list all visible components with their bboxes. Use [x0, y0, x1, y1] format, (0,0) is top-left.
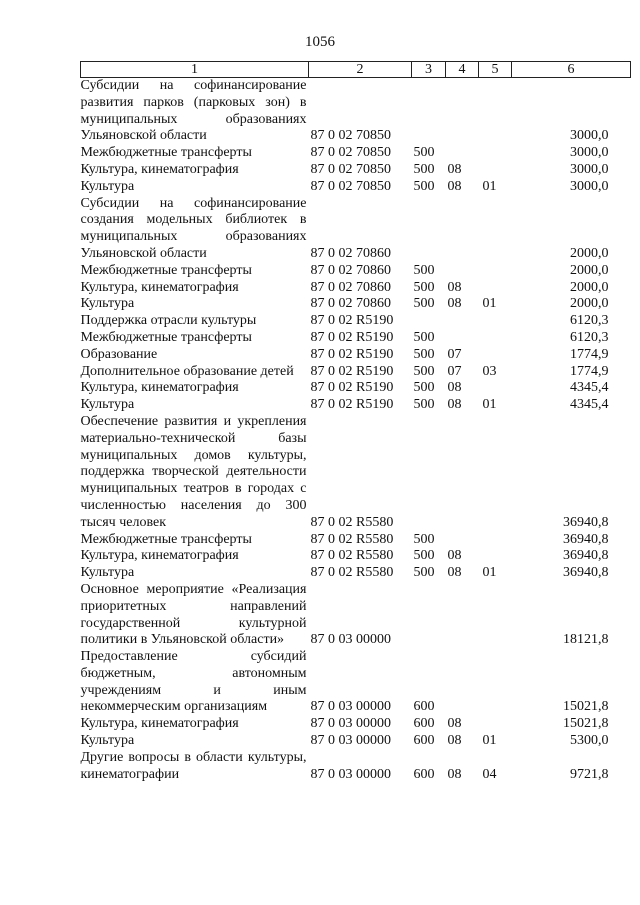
cell-code: 87 0 02 R5190	[310, 329, 394, 345]
cell-rz	[446, 414, 479, 532]
table-row	[81, 716, 631, 733]
cell-vr: 500	[413, 363, 435, 379]
cell-vr	[412, 196, 446, 263]
cell-name: Межбюджетные трансферты	[80, 145, 252, 161]
cell-sum: 36940,8	[563, 531, 609, 547]
cell-sum: 6120,3	[570, 329, 609, 345]
cell-rz: 08	[447, 733, 462, 749]
cell-pr: 01	[482, 565, 497, 581]
cell-vr: 500	[413, 161, 435, 177]
table-row	[81, 313, 631, 330]
cell-sum: 36940,8	[563, 514, 609, 530]
cell-code: 87 0 02 R5190	[310, 397, 394, 413]
cell-vr	[412, 414, 446, 532]
cell-sum: 3000,0	[570, 161, 609, 177]
cell-rz	[446, 196, 479, 263]
cell-name: Обеспечение развития и укрепления материально-технической базы муниципальных домов культуры, поддержка творческой деятельности муниципальных театров в городах с численностью населения до 300 тысяч человек	[80, 413, 307, 530]
cell-code: 87 0 02 R5580	[310, 548, 394, 564]
cell-code: 87 0 03 00000	[310, 733, 391, 749]
cell-pr: 04	[482, 766, 497, 782]
cell-rz: 08	[447, 565, 462, 581]
cell-vr: 500	[413, 380, 435, 396]
cell-rz: 08	[447, 178, 462, 194]
cell-code: 87 0 02 70850	[310, 145, 391, 161]
cell-name: Культура, кинематография	[80, 279, 239, 295]
cell-name: Культура, кинематография	[80, 161, 239, 177]
cell-name: Межбюджетные трансферты	[80, 262, 252, 278]
cell-vr: 500	[413, 397, 435, 413]
cell-pr	[479, 196, 512, 263]
cell-pr	[479, 649, 512, 716]
cell-sum: 4345,4	[570, 380, 609, 396]
cell-rz	[446, 145, 479, 162]
header-col-2: 2	[309, 62, 412, 78]
table-row	[81, 582, 631, 649]
cell-name: Другие вопросы в области культуры, кинематографии	[80, 749, 307, 782]
cell-code: 87 0 03 00000	[310, 766, 391, 782]
cell-rz: 08	[447, 279, 462, 295]
cell-vr: 500	[413, 296, 435, 312]
cell-code: 87 0 02 R5190	[310, 380, 394, 396]
cell-rz	[446, 582, 479, 649]
cell-rz: 08	[447, 716, 462, 732]
cell-name: Культура, кинематография	[80, 716, 239, 732]
cell-rz: 08	[447, 766, 462, 782]
cell-sum: 15021,8	[563, 716, 609, 732]
cell-sum: 2000,0	[570, 262, 609, 278]
cell-vr: 500	[413, 262, 435, 278]
cell-pr: 03	[482, 363, 497, 379]
cell-name: Межбюджетные трансферты	[80, 531, 252, 547]
cell-sum: 2000,0	[570, 245, 609, 261]
cell-vr: 500	[413, 329, 435, 345]
table-row	[81, 532, 631, 549]
cell-vr: 500	[413, 565, 435, 581]
cell-rz	[446, 313, 479, 330]
table-row	[81, 750, 631, 784]
cell-sum: 15021,8	[563, 699, 609, 715]
cell-rz	[446, 532, 479, 549]
cell-rz: 08	[447, 161, 462, 177]
cell-name: Культура	[80, 178, 135, 194]
cell-sum: 6120,3	[570, 313, 609, 329]
cell-sum: 1774,9	[570, 346, 609, 362]
cell-sum: 18121,8	[563, 632, 609, 648]
cell-rz: 08	[447, 296, 462, 312]
table-row	[81, 649, 631, 716]
cell-pr: 01	[482, 397, 497, 413]
cell-sum: 9721,8	[570, 766, 609, 782]
cell-sum: 3000,0	[570, 178, 609, 194]
cell-vr: 600	[413, 699, 435, 715]
cell-name: Культура	[80, 733, 135, 749]
cell-name: Основное мероприятие «Реализация приоритетных направлений государственной культурной политики в Ульяновской области»	[80, 581, 307, 648]
cell-vr	[412, 313, 446, 330]
header-col-4: 4	[446, 62, 479, 78]
table-row	[81, 380, 631, 397]
cell-code: 87 0 02 70850	[310, 128, 391, 144]
cell-pr	[479, 414, 512, 532]
cell-vr: 500	[413, 279, 435, 295]
cell-code: 87 0 02 R5580	[310, 531, 394, 547]
budget-table	[80, 61, 631, 783]
page-number: 1056	[305, 34, 335, 50]
table-row	[81, 145, 631, 162]
header-col-1: 1	[81, 62, 309, 78]
cell-code: 87 0 02 R5580	[310, 514, 394, 530]
cell-pr	[479, 78, 512, 146]
table-row	[81, 162, 631, 179]
table-row	[81, 548, 631, 565]
table-row	[81, 330, 631, 347]
cell-pr	[479, 347, 512, 364]
cell-rz	[446, 78, 479, 146]
cell-sum: 3000,0	[570, 128, 609, 144]
table-row	[81, 364, 631, 381]
table-row	[81, 296, 631, 313]
cell-vr: 500	[413, 178, 435, 194]
table-row	[81, 733, 631, 750]
cell-sum: 36940,8	[563, 548, 609, 564]
cell-pr: 01	[482, 296, 497, 312]
cell-pr	[479, 548, 512, 565]
table-row	[81, 280, 631, 297]
cell-code: 87 0 02 R5190	[310, 313, 394, 329]
table-row	[81, 397, 631, 414]
cell-code: 87 0 02 70850	[310, 178, 391, 194]
cell-name: Поддержка отрасли культуры	[80, 313, 257, 329]
cell-vr	[412, 582, 446, 649]
cell-code: 87 0 02 70860	[310, 262, 391, 278]
cell-pr	[479, 582, 512, 649]
header-row	[81, 62, 631, 78]
cell-name: Субсидии на софинансирование развития парков (парковых зон) в муниципальных образованиях Ульяновской области	[80, 78, 307, 144]
cell-pr	[479, 263, 512, 280]
cell-pr	[479, 380, 512, 397]
table-row	[81, 196, 631, 263]
cell-rz: 07	[447, 363, 462, 379]
cell-name: Культура	[80, 296, 135, 312]
table-row	[81, 565, 631, 582]
cell-name: Культура, кинематография	[80, 548, 239, 564]
cell-name: Культура	[80, 397, 135, 413]
cell-vr: 500	[413, 145, 435, 161]
cell-pr	[479, 162, 512, 179]
cell-rz	[446, 263, 479, 280]
cell-rz	[446, 649, 479, 716]
cell-code: 87 0 03 00000	[310, 699, 391, 715]
cell-sum: 1774,9	[570, 363, 609, 379]
cell-pr	[479, 145, 512, 162]
cell-name: Субсидии на софинансирование создания модельных библиотек в муниципальных образованиях Ульяновской области	[80, 195, 307, 261]
cell-code: 87 0 02 R5580	[310, 565, 394, 581]
cell-rz: 08	[447, 380, 462, 396]
cell-vr: 600	[413, 716, 435, 732]
cell-name: Образование	[80, 346, 158, 362]
cell-name: Дополнительное образование детей	[80, 363, 294, 379]
cell-rz: 08	[447, 397, 462, 413]
cell-vr: 500	[413, 346, 435, 362]
table-row	[81, 263, 631, 280]
cell-name: Культура	[80, 565, 135, 581]
cell-sum: 36940,8	[563, 565, 609, 581]
cell-code: 87 0 02 R5190	[310, 346, 394, 362]
cell-code: 87 0 02 70860	[310, 245, 391, 261]
header-col-3: 3	[412, 62, 446, 78]
table-row	[81, 179, 631, 196]
cell-vr: 600	[413, 766, 435, 782]
cell-pr	[479, 330, 512, 347]
cell-rz: 07	[447, 346, 462, 362]
cell-code: 87 0 02 R5190	[310, 363, 394, 379]
cell-pr	[479, 532, 512, 549]
cell-pr	[479, 313, 512, 330]
cell-sum: 4345,4	[570, 397, 609, 413]
cell-sum: 3000,0	[570, 145, 609, 161]
cell-sum: 2000,0	[570, 296, 609, 312]
header-col-5: 5	[479, 62, 512, 78]
cell-code: 87 0 02 70860	[310, 296, 391, 312]
cell-code: 87 0 02 70850	[310, 161, 391, 177]
cell-vr	[412, 78, 446, 146]
cell-name: Предоставление субсидий бюджетным, автономным учреждениям и иным некоммерческим организациям	[80, 649, 307, 715]
cell-code: 87 0 02 70860	[310, 279, 391, 295]
cell-rz: 08	[447, 548, 462, 564]
cell-sum: 5300,0	[570, 733, 609, 749]
cell-vr: 500	[413, 548, 435, 564]
cell-pr	[479, 280, 512, 297]
cell-pr: 01	[482, 178, 497, 194]
table-row	[81, 78, 631, 146]
cell-pr: 01	[482, 733, 497, 749]
table-row	[81, 414, 631, 532]
cell-rz	[446, 330, 479, 347]
table-row	[81, 347, 631, 364]
cell-vr: 600	[413, 733, 435, 749]
cell-vr: 500	[413, 531, 435, 547]
cell-sum: 2000,0	[570, 279, 609, 295]
cell-code: 87 0 03 00000	[310, 716, 391, 732]
cell-name: Культура, кинематография	[80, 380, 239, 396]
cell-name: Межбюджетные трансферты	[80, 329, 252, 345]
header-col-6: 6	[512, 62, 631, 78]
cell-pr	[479, 716, 512, 733]
cell-code: 87 0 03 00000	[310, 632, 391, 648]
